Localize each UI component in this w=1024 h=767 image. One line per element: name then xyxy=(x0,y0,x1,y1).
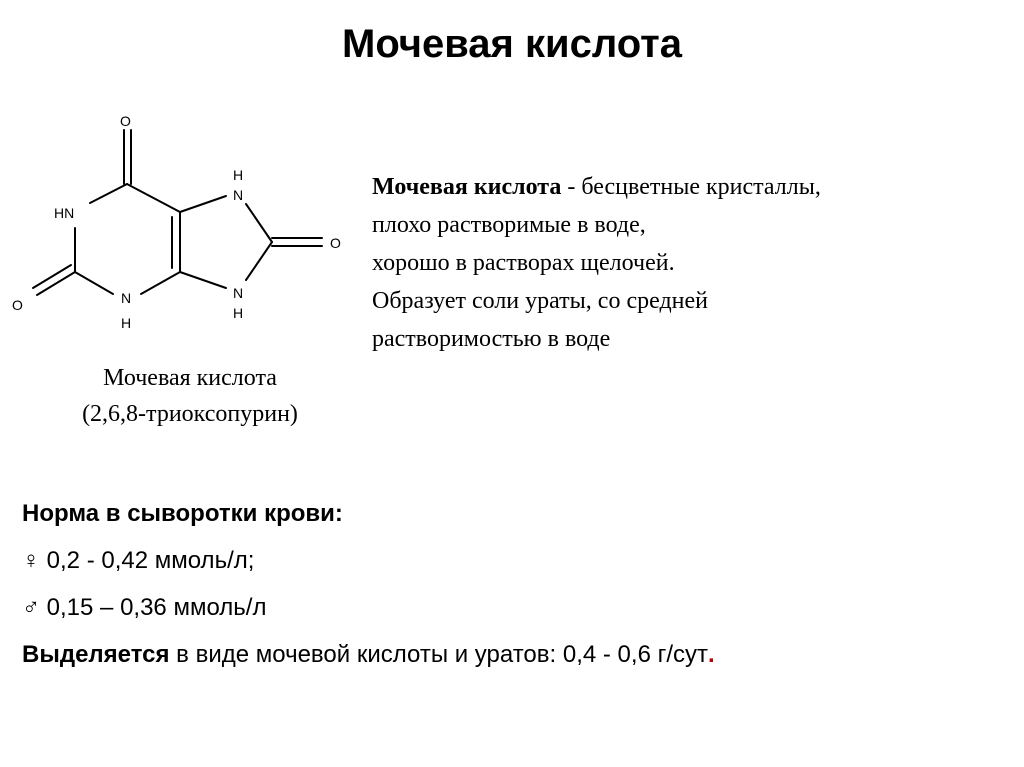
bond-n7-c8 xyxy=(246,204,272,242)
caption-name: Мочевая кислота xyxy=(103,365,277,391)
bond-n3-c2 xyxy=(75,272,113,294)
female-range: 0,2 - 0,42 ммоль/л; xyxy=(40,547,255,574)
atom-o-left: O xyxy=(12,297,23,313)
excretion-dot: . xyxy=(708,641,715,668)
bond-c6-c5 xyxy=(127,184,180,212)
description-line-5: растворимостью в воде xyxy=(372,326,611,352)
caption-systematic-name: (2,6,8-триоксопурин) xyxy=(82,401,298,427)
atom-o-top: O xyxy=(120,113,131,129)
excretion-line xyxy=(22,631,1012,678)
slide-title: Мочевая кислота xyxy=(342,22,682,66)
bond-c5-n7 xyxy=(180,196,226,212)
male-range: 0,15 – 0,36 ммоль/л xyxy=(40,594,267,621)
description-line-1 xyxy=(372,168,1012,206)
excretion-term: Выделяется xyxy=(22,641,170,668)
atom-n-bottom: N xyxy=(121,290,132,306)
description-line-2: плохо растворимые в воде, xyxy=(372,212,646,238)
excretion-text: в виде мочевой кислоты и уратов: 0,4 - 0,6 г/сут xyxy=(169,641,708,668)
norms-heading: Норма в сыворотки крови: xyxy=(22,500,343,527)
norms-section xyxy=(22,490,1012,678)
description-line-4: Образует соли ураты, со средней xyxy=(372,288,708,314)
atom-n-bottom-right: N xyxy=(233,285,244,301)
description-text xyxy=(372,168,1012,358)
bond-n9-c4 xyxy=(180,272,226,288)
atom-n-top-right: N xyxy=(233,187,244,203)
bond-c2-o xyxy=(37,272,75,295)
bond-n1-c6 xyxy=(90,184,127,203)
bond-c8-n9 xyxy=(246,242,272,280)
uric-acid-structure xyxy=(0,100,360,340)
atom-h-bottom: H xyxy=(121,315,132,331)
description-line-1-rest: - бесцветные кристаллы, xyxy=(561,174,821,200)
norm-female xyxy=(22,537,1012,584)
bond-c4-n3 xyxy=(141,272,180,294)
male-symbol-icon: ♂ xyxy=(22,594,40,621)
atom-h-bottom-right: H xyxy=(233,305,244,321)
atom-hn: HN xyxy=(54,205,75,221)
female-symbol-icon: ♀ xyxy=(22,547,40,574)
description-term: Мочевая кислота xyxy=(372,174,562,200)
atom-h-top-right: H xyxy=(233,167,244,183)
atom-o-right: O xyxy=(330,235,341,251)
norm-male xyxy=(22,584,1012,631)
description-line-3: хорошо в растворах щелочей. xyxy=(372,250,675,276)
bond-c2-o-double xyxy=(33,265,71,288)
structure-caption xyxy=(20,360,360,432)
